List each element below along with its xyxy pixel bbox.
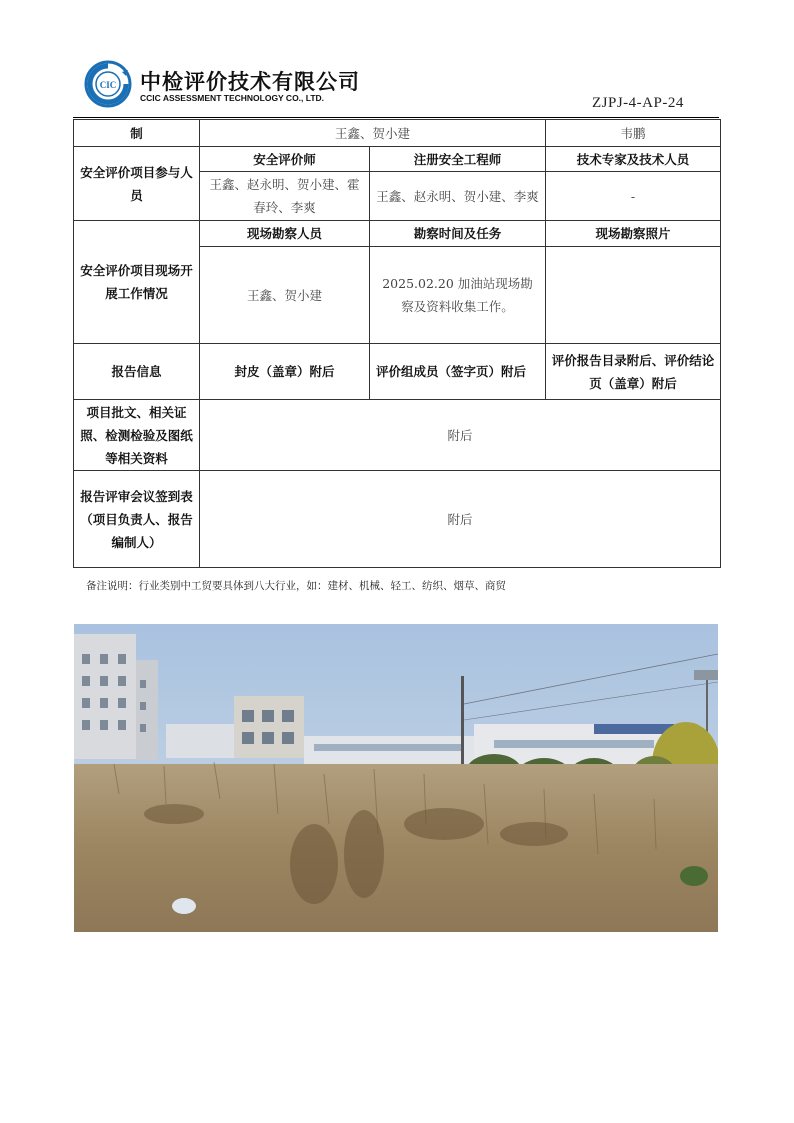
row-label-prepare: 制 [74,120,200,147]
survey-staff-value: 王鑫、贺小建 [200,247,370,344]
preparers-value: 王鑫、贺小建 [200,120,546,147]
col-header-survey-staff: 现场勘察人员 [200,221,370,247]
row-label-participants: 安全评价项目参与人员 [74,147,200,221]
signature-page-value: 评价组成员（签字页）附后 [370,344,546,400]
site-survey-photo [74,624,718,932]
row-label-signin: 报告评审会议签到表（项目负责人、报告编制人） [74,471,200,568]
table-row-report-info [74,344,721,400]
technical-experts-value: - [546,172,721,221]
signin-value: 附后 [200,471,721,568]
col-header-technical-experts: 技术专家及技术人员 [546,147,721,172]
document-code: ZJPJ-4-AP-24 [592,95,684,111]
table-row-fieldwork-header [74,221,721,247]
company-name-cn: 中检评价技术有限公司 [140,70,360,94]
table-row-prepare [74,120,721,147]
row-label-fieldwork: 安全评价项目现场开展工作情况 [74,221,200,344]
survey-photos-value [546,247,721,344]
svg-text:CIC: CIC [99,80,117,90]
remarks-note: 备注说明：行业类别中工贸要具体到八大行业，如：建材、机械、轻工、纺织、烟草、商贸 [86,580,506,592]
safety-assessors-value: 王鑫、赵永明、贺小建、霍春玲、李爽 [200,172,370,221]
header-divider [73,117,719,118]
documents-value: 附后 [200,400,721,471]
col-header-registered-engineer: 注册安全工程师 [370,147,546,172]
table-row-signin [74,471,721,568]
survey-time-task-value: 2025.02.20 加油站现场勘察及资料收集工作。 [370,247,546,344]
row-label-documents: 项目批文、相关证照、检测检验及图纸等相关资料 [74,400,200,471]
col-header-safety-assessor: 安全评价师 [200,147,370,172]
row-label-report-info: 报告信息 [74,344,200,400]
toc-conclusion-value: 评价报告目录附后、评价结论页（盖章）附后 [546,344,721,400]
table-row-documents [74,400,721,471]
col-header-survey-photos: 现场勘察照片 [546,221,721,247]
col-header-survey-time-task: 勘察时间及任务 [370,221,546,247]
ccic-logo-icon [84,60,132,108]
reviewer-value: 韦鹏 [546,120,721,147]
table-row-participants-header [74,147,721,172]
site-photo-illustration [74,624,718,932]
registered-engineers-value: 王鑫、赵永明、贺小建、李爽 [370,172,546,221]
company-logo [84,60,364,112]
cover-attached-value: 封皮（盖章）附后 [200,344,370,400]
company-name-en: CCIC ASSESSMENT TECHNOLOGY CO., LTD. [140,93,325,103]
evaluation-info-table [73,119,721,568]
